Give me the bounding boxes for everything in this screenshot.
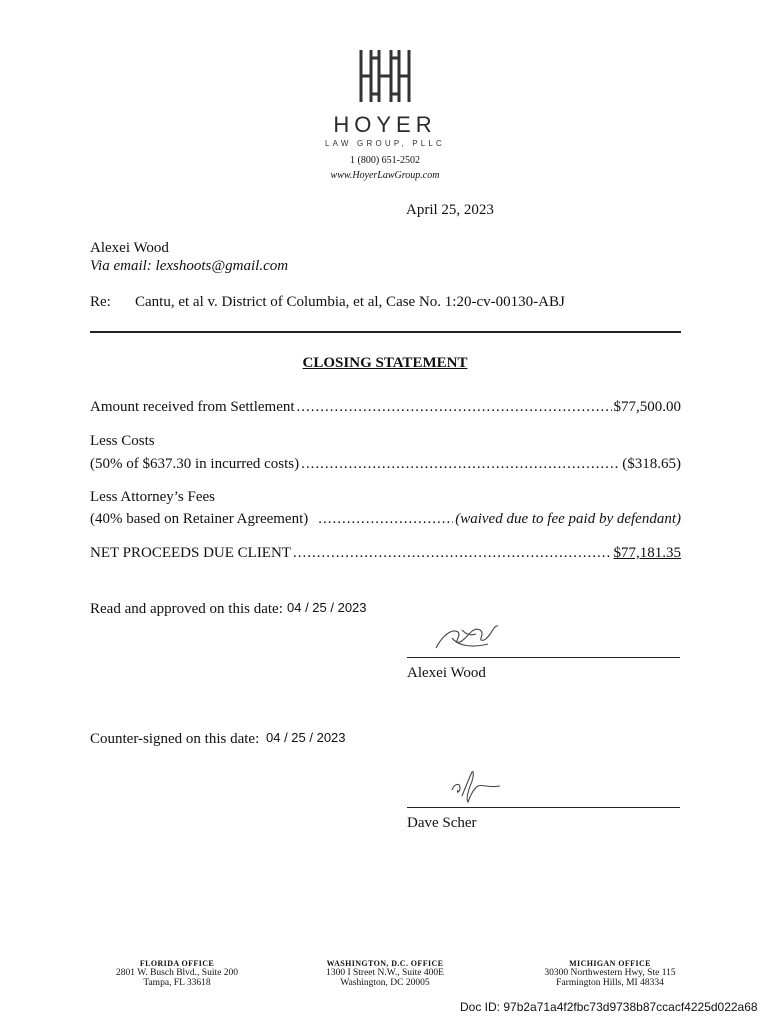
approval-date-field[interactable]: 04 / 25 / 2023 [287,600,367,615]
re-case: Cantu, et al v. District of Columbia, et al, Case No. 1:20-cv-00130-ABJ [135,294,565,310]
countersign-label: Counter-signed on this date: [90,731,260,747]
office-address-line2: Tampa, FL 33618 [143,978,211,988]
costs-amount: ($318.65) [622,456,681,472]
net-amount: $77,181.35 [613,545,681,561]
office-address-line1: 30300 Northwestern Hwy, Ste 115 [544,968,676,978]
costs-label: (50% of $637.30 in incurred costs) [90,456,300,472]
office-address-line2: Farmington Hills, MI 48334 [556,978,664,988]
countersign-signature-line [407,807,680,808]
office-washington [305,959,465,988]
divider-rule [90,331,681,333]
settlement-row [90,399,681,416]
dot-leader [297,399,612,416]
document-id: Doc ID: 97b2a71a4f2fbc73d9738b87ccacf4225d022a68 [460,1000,758,1014]
settlement-label: Amount received from Settlement [90,399,295,415]
approval-signer: Alexei Wood [407,665,486,681]
recipient-name: Alexei Wood [90,240,169,256]
countersign-signer: Dave Scher [407,815,477,831]
approval-label: Read and approved on this date: [90,601,283,617]
approval-signature-line [407,657,680,658]
costs-row [90,456,681,473]
office-name: MICHIGAN OFFICE [569,959,651,968]
office-address-line1: 2801 W. Busch Blvd., Suite 200 [116,968,238,978]
re-label: Re: [90,294,111,310]
hoyer-monogram-icon [357,48,413,104]
signature-dave-scher [448,766,504,806]
net-label: NET PROCEEDS DUE CLIENT [90,545,291,561]
letter-date: April 25, 2023 [406,202,494,218]
countersign-date-field[interactable]: 04 / 25 / 2023 [266,730,346,745]
dot-leader [301,456,620,473]
net-row [90,545,681,562]
dot-leader [318,511,453,528]
fees-label: (40% based on Retainer Agreement) [90,511,309,527]
dot-leader [293,545,612,562]
signature-alexei-wood [432,618,502,658]
recipient-email: Via email: lexshoots@gmail.com [90,258,289,274]
firm-name: HOYER [333,112,437,137]
office-address-line1: 1300 I Street N.W., Suite 400E [326,968,444,978]
firm-website: www.HoyerLawGroup.com [330,170,440,181]
fees-row [90,511,681,528]
firm-subtitle: LAW GROUP, PLLC [324,139,446,148]
settlement-amount: $77,500.00 [613,399,681,415]
office-address-line2: Washington, DC 20005 [340,978,430,988]
office-name: FLORIDA OFFICE [139,959,215,968]
fees-heading: Less Attorney’s Fees [90,489,215,505]
office-name: WASHINGTON, D.C. OFFICE [326,959,444,968]
statement-title: CLOSING STATEMENT [302,355,468,371]
firm-phone: 1 (800) 651-2502 [350,155,420,166]
office-michigan [525,959,695,988]
office-florida [97,959,257,988]
fees-amount: (waived due to fee paid by defendant) [455,511,681,527]
costs-heading: Less Costs [90,433,155,449]
